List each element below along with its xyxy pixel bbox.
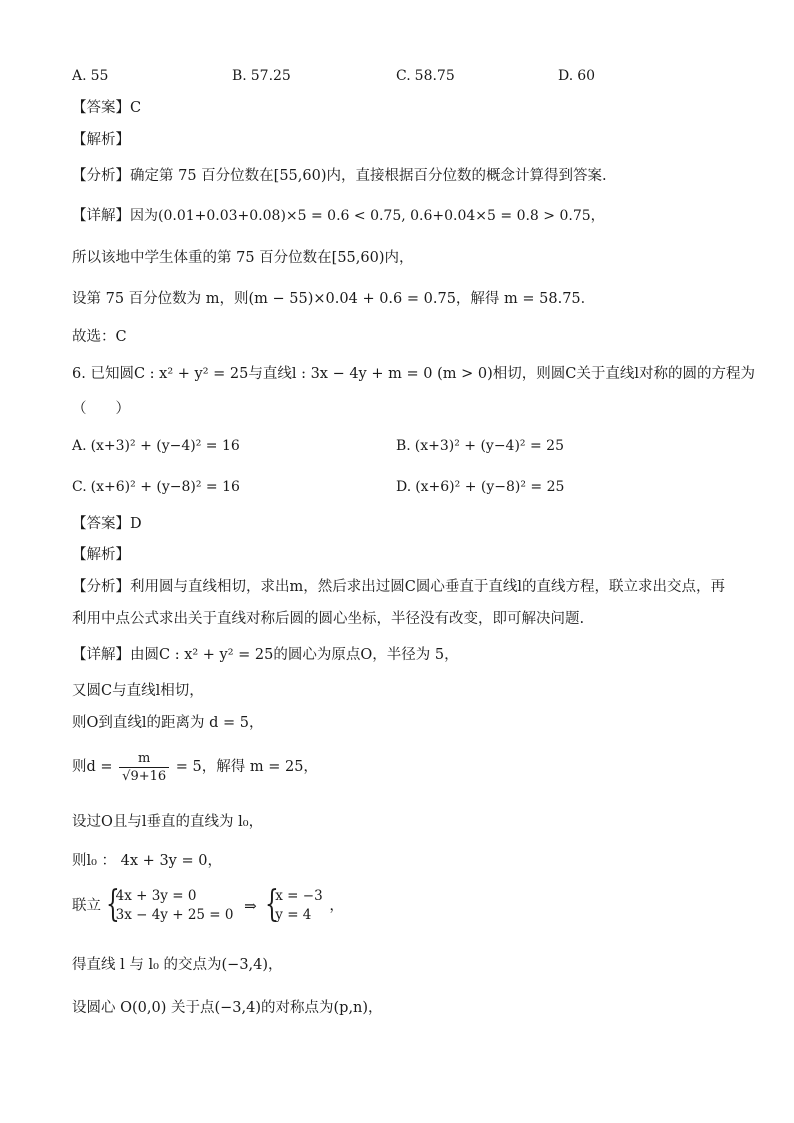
detail-suffix: = 5，解得 m = 25， [175,759,318,775]
q6-detail-line8: 得直线 l 与 l₀ 的交点为(−3,4)， [72,957,283,973]
equation-system [105,884,234,925]
detail-prefix: 则d = [72,759,113,775]
distance-fraction [119,750,169,785]
option-letter: C. [72,479,87,495]
q6-detail-line5: 设过O且与l垂直的直线为 l₀， [72,814,264,830]
option-letter: C. [396,68,411,84]
q5-detail-line3: 设第 75 百分位数为 m，则(m − 55)×0.04 + 0.6 = 0.75，解得 m = 58.75． [72,291,596,307]
option-letter: B. [396,438,411,454]
detail-tag: 【详解】 [72,208,130,224]
solution-system [265,884,323,925]
q6-option-a [72,436,240,456]
q6-analysis-tag: 【解析】 [72,547,130,563]
q5-option-c [396,66,455,86]
system-prefix: 联立 [72,898,101,914]
fraction-numerator: m [119,750,169,768]
q6-detail-line2: 又圆C与直线l相切， [72,683,204,699]
left-brace: { [265,884,280,925]
option-letter: A. [72,438,87,454]
q5-detail-line1 [72,206,605,226]
option-text: 55 [90,68,109,84]
q5-conclusion: 故选：C [72,329,127,345]
system-row-1: 4x + 3y = 0 [115,888,197,904]
detail-tag: 【详解】 [72,647,130,663]
answer-tag: 【答案】 [72,100,130,116]
implies-arrow: ⇒ [244,897,257,915]
solution-row-2: y = 4 [275,907,312,923]
q6-stem: 6. 已知圆C : x² + y² = 25与直线l : 3x − 4y + m = 0 (m > 0)相切，则圆C关于直线l对称的圆的方程为 [72,366,755,382]
option-text: 57.25 [250,68,291,84]
q5-fenxi [72,166,607,186]
q5-option-a [72,66,108,86]
option-letter: A. [72,68,87,84]
q6-detail-line6: 则l₀ ： 4x + 3y = 0， [72,853,222,869]
q6-detail-line1 [72,645,459,665]
option-letter: D. [396,479,412,495]
q6-option-b [396,436,564,456]
q6-fenxi-line2: 利用中点公式求出关于直线对称后圆的圆心坐标，半径没有改变，即可解决问题. [72,611,585,627]
q6-detail-line9: 设圆心 O(0,0) 关于点(−3,4)的对称点为(p,n)， [72,1000,383,1016]
option-text: (x+6)² + (y−8)² = 25 [415,479,565,495]
q6-option-c [72,477,240,497]
fenxi-tag: 【分析】 [72,579,130,595]
q5-option-b [232,66,291,86]
q5-detail-line2: 所以该地中学生体重的第 75 百分位数在[55,60)内， [72,250,414,266]
detail-text: 由圆C : x² + y² = 25的圆心为原点O，半径为 5， [130,647,459,663]
option-text: 60 [577,68,596,84]
left-brace: { [105,884,120,925]
q6-detail-line4 [72,748,318,786]
system-suffix: ， [329,898,344,914]
answer-value: D [130,516,142,532]
fenxi-tag: 【分析】 [72,168,130,184]
q6-detail-line3: 则O到直线l的距离为 d = 5， [72,715,264,731]
fenxi-text: 确定第 75 百分位数在[55,60)内，直接根据百分位数的概念计算得到答案. [130,168,607,184]
q5-option-d [558,66,595,86]
q6-paren: （ ） [72,401,130,417]
q6-system-line [72,886,344,926]
option-text: 58.75 [414,68,455,84]
q6-fenxi-line1 [72,577,725,597]
option-text: (x+3)² + (y−4)² = 25 [414,438,564,454]
q5-analysis-tag: 【解析】 [72,132,130,148]
option-letter: D. [558,68,574,84]
solution-row-1: x = −3 [275,888,323,904]
option-text: (x+6)² + (y−8)² = 16 [90,479,240,495]
q5-answer [72,98,141,118]
answer-tag: 【答案】 [72,516,130,532]
option-text: (x+3)² + (y−4)² = 16 [90,438,240,454]
answer-value: C [130,100,142,116]
q6-answer [72,514,142,534]
q6-option-d [396,477,564,497]
option-letter: B. [232,68,247,84]
fraction-denominator: √9+16 [122,768,167,784]
detail-text: 因为(0.01+0.03+0.08)×5 = 0.6 < 0.75, 0.6+0.04×5 = 0.8 > 0.75， [130,208,605,224]
system-row-2: 3x − 4y + 25 = 0 [115,907,234,923]
fenxi-text: 利用圆与直线相切，求出m，然后求出过圆C圆心垂直于直线l的直线方程，联立求出交点，再 [130,579,725,595]
